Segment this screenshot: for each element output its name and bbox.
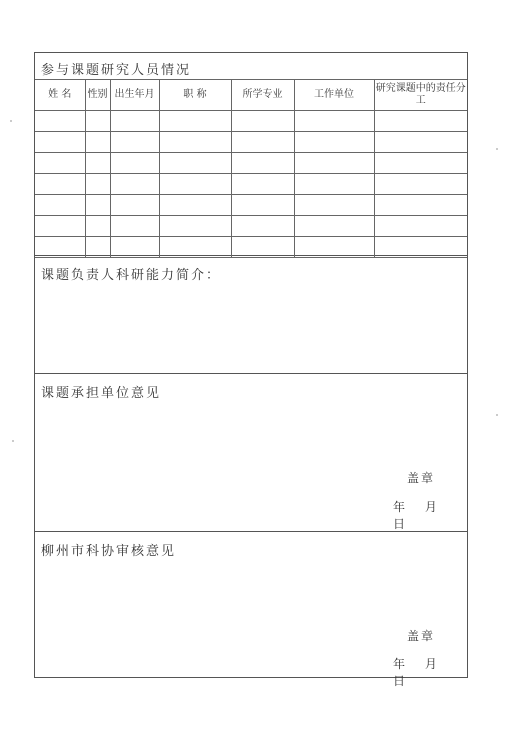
table-cell[interactable] [159, 111, 231, 132]
table-cell[interactable] [110, 153, 159, 174]
members-table [35, 79, 467, 258]
scan-speck [496, 148, 498, 150]
table-cell[interactable] [294, 195, 374, 216]
table-cell[interactable] [159, 132, 231, 153]
table-cell[interactable] [110, 111, 159, 132]
table-cell[interactable] [374, 174, 467, 195]
table-cell[interactable] [85, 153, 110, 174]
members-section-title: 参与课题研究人员情况 [41, 63, 192, 78]
table-cell[interactable] [35, 153, 85, 174]
table-row [35, 195, 467, 216]
col-header-gender: 性别 [85, 80, 110, 111]
table-row [35, 237, 467, 258]
association-opinion-title: 柳州市科协审核意见 [41, 544, 177, 559]
table-cell[interactable] [231, 111, 294, 132]
association-date-label: 年 月 日 [393, 657, 437, 688]
members-section [35, 53, 467, 256]
table-row [35, 174, 467, 195]
table-cell[interactable] [35, 237, 85, 258]
scan-speck [10, 120, 12, 122]
table-cell[interactable] [294, 216, 374, 237]
table-cell[interactable] [231, 174, 294, 195]
col-header-birth: 出生年月 [110, 80, 159, 111]
table-row [35, 132, 467, 153]
table-cell[interactable] [85, 111, 110, 132]
scan-speck [12, 440, 14, 442]
table-cell[interactable] [374, 132, 467, 153]
table-cell[interactable] [294, 153, 374, 174]
table-cell[interactable] [35, 174, 85, 195]
table-cell[interactable] [35, 111, 85, 132]
table-cell[interactable] [85, 237, 110, 258]
table-cell[interactable] [374, 195, 467, 216]
table-cell[interactable] [35, 195, 85, 216]
table-cell[interactable] [159, 195, 231, 216]
table-cell[interactable] [159, 174, 231, 195]
table-cell[interactable] [231, 195, 294, 216]
table-cell[interactable] [231, 216, 294, 237]
table-cell[interactable] [110, 195, 159, 216]
application-form [34, 52, 468, 688]
unit-seal-label: 盖章 [407, 471, 436, 485]
table-cell[interactable] [159, 237, 231, 258]
col-header-major: 所学专业 [231, 80, 294, 111]
col-header-responsibility: 研究课题中的责任分工 [374, 80, 467, 111]
table-cell[interactable] [294, 132, 374, 153]
leader-section [35, 256, 467, 374]
table-cell[interactable] [159, 216, 231, 237]
table-cell[interactable] [35, 216, 85, 237]
association-seal-label: 盖章 [407, 629, 436, 643]
unit-opinion-section [35, 374, 467, 532]
table-cell[interactable] [159, 153, 231, 174]
table-cell[interactable] [374, 216, 467, 237]
table-cell[interactable] [85, 216, 110, 237]
table-cell[interactable] [110, 237, 159, 258]
table-cell[interactable] [374, 111, 467, 132]
table-cell[interactable] [110, 132, 159, 153]
members-table-header [35, 80, 467, 111]
col-header-name: 姓 名 [35, 80, 85, 111]
table-cell[interactable] [231, 132, 294, 153]
table-cell[interactable] [110, 216, 159, 237]
col-header-employer: 工作单位 [294, 80, 374, 111]
unit-opinion-title: 课题承担单位意见 [41, 386, 162, 401]
table-cell[interactable] [35, 132, 85, 153]
table-cell[interactable] [294, 111, 374, 132]
table-row [35, 216, 467, 237]
association-opinion-section [35, 532, 467, 688]
leader-section-title: 课题负责人科研能力简介： [41, 268, 222, 283]
table-cell[interactable] [85, 195, 110, 216]
table-cell[interactable] [85, 132, 110, 153]
scan-speck [496, 414, 498, 416]
table-cell[interactable] [294, 174, 374, 195]
table-cell[interactable] [294, 237, 374, 258]
col-header-title: 职 称 [159, 80, 231, 111]
table-row [35, 153, 467, 174]
table-cell[interactable] [231, 153, 294, 174]
table-cell[interactable] [231, 237, 294, 258]
table-cell[interactable] [374, 153, 467, 174]
table-cell[interactable] [110, 174, 159, 195]
unit-date-label: 年 月 日 [393, 500, 437, 531]
table-cell[interactable] [85, 174, 110, 195]
table-cell[interactable] [374, 237, 467, 258]
table-row [35, 111, 467, 132]
